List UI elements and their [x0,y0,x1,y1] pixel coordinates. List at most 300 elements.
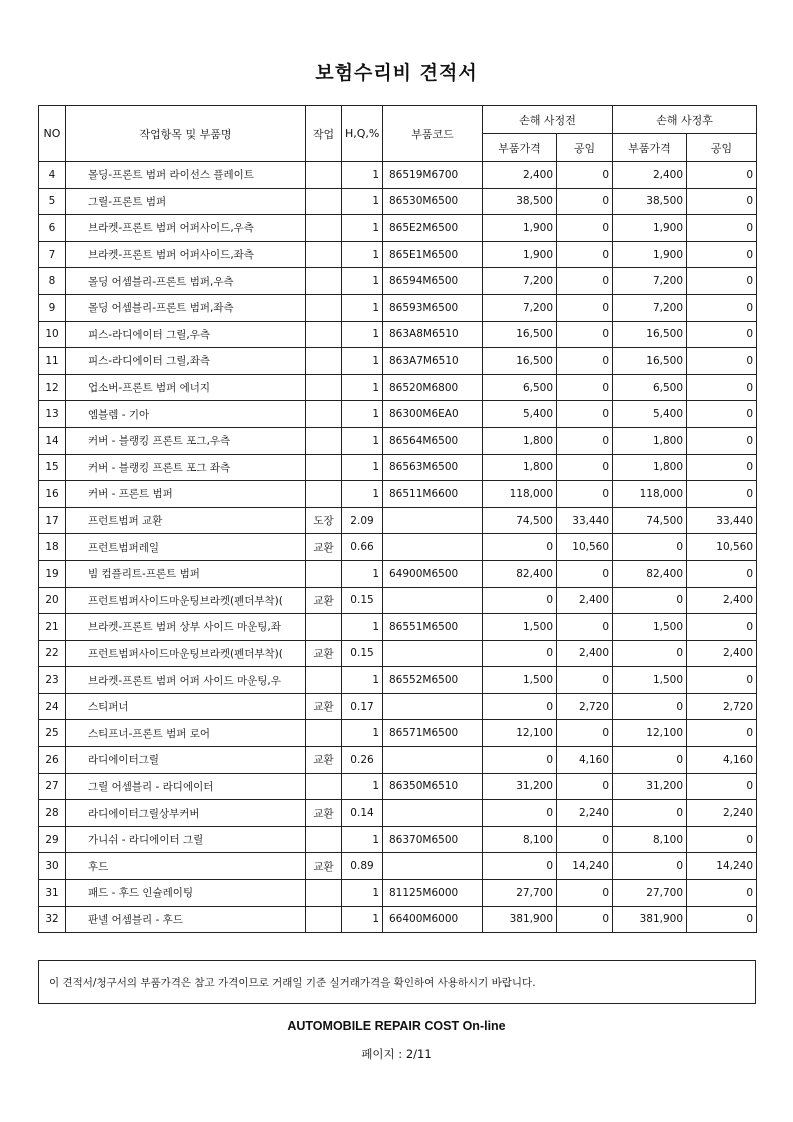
row-part-code: 863A7M6510 [383,348,483,375]
row-work-type [306,215,342,242]
row-labor-after: 0 [687,374,757,401]
row-price-after: 1,500 [613,667,687,694]
row-no: 6 [39,215,66,242]
row-hq: 1 [342,401,383,428]
row-hq: 1 [342,906,383,933]
row-price-after: 38,500 [613,188,687,215]
table-row [39,374,757,401]
row-labor-after: 0 [687,773,757,800]
row-labor-after: 0 [687,162,757,189]
row-price-before: 1,800 [483,454,557,481]
table-row [39,481,757,508]
row-price-before: 27,700 [483,880,557,907]
row-part-code: 86552M6500 [383,667,483,694]
row-hq: 1 [342,162,383,189]
row-no: 17 [39,507,66,534]
header-price-after: 부품가격 [613,134,687,162]
row-hq: 1 [342,481,383,508]
row-work-type: 교환 [306,534,342,561]
row-hq: 1 [342,241,383,268]
row-item-name: 브라켓-프론트 범퍼 어퍼사이드,우측 [66,215,306,242]
row-price-before: 0 [483,534,557,561]
row-work-type [306,720,342,747]
row-part-code: 86370M6500 [383,826,483,853]
row-work-type: 교환 [306,747,342,774]
table-row [39,188,757,215]
row-no: 28 [39,800,66,827]
row-work-type [306,321,342,348]
header-labor-after: 공임 [687,134,757,162]
row-part-code: 86519M6700 [383,162,483,189]
row-labor-before: 0 [557,348,613,375]
header-price-before: 부품가격 [483,134,557,162]
row-price-before: 12,100 [483,720,557,747]
row-labor-after: 0 [687,880,757,907]
row-item-name: 프런트범퍼 교환 [66,507,306,534]
row-hq: 1 [342,188,383,215]
row-work-type: 교환 [306,853,342,880]
row-no: 25 [39,720,66,747]
row-no: 10 [39,321,66,348]
row-no: 22 [39,640,66,667]
row-price-before: 0 [483,853,557,880]
row-price-before: 6,500 [483,374,557,401]
row-part-code: 86520M6800 [383,374,483,401]
row-price-after: 0 [613,853,687,880]
row-item-name: 브라켓-프론트 범퍼 어퍼사이드,좌측 [66,241,306,268]
row-labor-before: 0 [557,162,613,189]
table-row [39,640,757,667]
row-no: 18 [39,534,66,561]
row-no: 8 [39,268,66,295]
row-work-type [306,880,342,907]
row-item-name: 프런트범퍼사이드마운팅브라켓(펜더부착)( [66,640,306,667]
table-row [39,348,757,375]
row-price-after: 0 [613,534,687,561]
row-item-name: 프런트범퍼사이드마운팅브라켓(펜더부착)( [66,587,306,614]
row-labor-after: 0 [687,321,757,348]
row-price-before: 1,800 [483,427,557,454]
row-price-after: 5,400 [613,401,687,428]
table-row [39,560,757,587]
row-price-after: 6,500 [613,374,687,401]
row-work-type [306,294,342,321]
row-labor-before: 0 [557,241,613,268]
row-hq: 1 [342,454,383,481]
row-item-name: 브라켓-프론트 범퍼 어퍼 사이드 마운팅,우 [66,667,306,694]
row-price-after: 12,100 [613,720,687,747]
row-work-type: 교환 [306,640,342,667]
row-labor-after: 10,560 [687,534,757,561]
table-row [39,693,757,720]
row-price-after: 82,400 [613,560,687,587]
row-labor-before: 0 [557,215,613,242]
table-row [39,241,757,268]
row-labor-after: 0 [687,906,757,933]
header-labor-before: 공임 [557,134,613,162]
row-part-code [383,507,483,534]
row-part-code [383,534,483,561]
row-hq: 1 [342,826,383,853]
table-row [39,215,757,242]
page-number: 페이지 : 2/11 [361,1047,432,1061]
row-part-code: 863A8M6510 [383,321,483,348]
row-item-name: 엠블렘 - 기아 [66,401,306,428]
table-row [39,667,757,694]
row-price-before: 0 [483,587,557,614]
row-part-code: 86594M6500 [383,268,483,295]
row-no: 27 [39,773,66,800]
row-item-name: 몰딩 어셈블리-프론트 범퍼,좌측 [66,294,306,321]
row-work-type [306,162,342,189]
row-labor-before: 0 [557,401,613,428]
row-price-after: 381,900 [613,906,687,933]
row-hq: 0.15 [342,640,383,667]
row-price-after: 74,500 [613,507,687,534]
row-work-type [306,427,342,454]
row-no: 32 [39,906,66,933]
row-price-after: 0 [613,800,687,827]
row-labor-before: 4,160 [557,747,613,774]
row-labor-after: 0 [687,826,757,853]
estimate-table [38,105,757,933]
row-labor-after: 0 [687,720,757,747]
row-labor-after: 0 [687,560,757,587]
row-part-code: 81125M6000 [383,880,483,907]
table-row [39,800,757,827]
row-no: 15 [39,454,66,481]
row-work-type [306,614,342,641]
row-part-code: 865E1M6500 [383,241,483,268]
row-work-type [306,188,342,215]
table-row [39,773,757,800]
row-labor-after: 0 [687,454,757,481]
row-hq: 1 [342,560,383,587]
row-hq: 0.66 [342,534,383,561]
row-labor-before: 0 [557,720,613,747]
row-labor-after: 0 [687,614,757,641]
row-work-type: 교환 [306,693,342,720]
row-hq: 1 [342,720,383,747]
row-price-after: 0 [613,587,687,614]
table-row [39,534,757,561]
row-work-type [306,667,342,694]
row-price-before: 381,900 [483,906,557,933]
row-labor-after: 2,400 [687,640,757,667]
row-item-name: 스티프너-프론트 범퍼 로어 [66,720,306,747]
row-price-before: 16,500 [483,348,557,375]
row-hq: 0.15 [342,587,383,614]
row-price-before: 2,400 [483,162,557,189]
row-work-type [306,773,342,800]
row-price-before: 0 [483,747,557,774]
row-price-after: 31,200 [613,773,687,800]
row-price-after: 27,700 [613,880,687,907]
row-no: 13 [39,401,66,428]
footer-brand: AUTOMOBILE REPAIR COST On-line [287,1019,506,1033]
row-labor-before: 0 [557,268,613,295]
row-labor-after: 0 [687,215,757,242]
row-hq: 1 [342,614,383,641]
row-labor-after: 0 [687,188,757,215]
row-labor-before: 2,240 [557,800,613,827]
table-row [39,826,757,853]
row-hq: 0.17 [342,693,383,720]
row-item-name: 프런트범퍼레일 [66,534,306,561]
row-part-code: 86300M6EA0 [383,401,483,428]
row-item-name: 가니쉬 - 라디에이터 그릴 [66,826,306,853]
row-price-before: 31,200 [483,773,557,800]
row-part-code: 86571M6500 [383,720,483,747]
row-price-before: 5,400 [483,401,557,428]
row-labor-before: 0 [557,454,613,481]
row-labor-before: 0 [557,481,613,508]
row-labor-before: 0 [557,880,613,907]
table-row [39,454,757,481]
row-labor-after: 2,240 [687,800,757,827]
row-no: 7 [39,241,66,268]
table-row [39,507,757,534]
row-hq: 1 [342,880,383,907]
row-labor-before: 0 [557,427,613,454]
row-work-type: 도장 [306,507,342,534]
row-item-name: 브라켓-프론트 범퍼 상부 사이드 마운팅,좌 [66,614,306,641]
row-work-type [306,401,342,428]
header-no: NO [39,106,66,162]
row-part-code: 86511M6600 [383,481,483,508]
row-work-type [306,268,342,295]
row-price-after: 1,800 [613,454,687,481]
row-hq: 1 [342,773,383,800]
row-labor-before: 0 [557,294,613,321]
row-item-name: 업소버-프론트 범퍼 에너지 [66,374,306,401]
row-labor-after: 14,240 [687,853,757,880]
table-row [39,587,757,614]
row-labor-after: 0 [687,667,757,694]
row-item-name: 피스-라디에이터 그릴,우측 [66,321,306,348]
row-price-after: 0 [613,640,687,667]
row-price-after: 7,200 [613,268,687,295]
row-item-name: 후드 [66,853,306,880]
row-item-name: 판넬 어셈블리 - 후드 [66,906,306,933]
table-row [39,294,757,321]
row-work-type: 교환 [306,587,342,614]
row-work-type [306,348,342,375]
table-row [39,906,757,933]
row-price-before: 82,400 [483,560,557,587]
row-no: 12 [39,374,66,401]
row-no: 14 [39,427,66,454]
row-price-after: 16,500 [613,348,687,375]
row-part-code: 865E2M6500 [383,215,483,242]
row-hq: 1 [342,374,383,401]
row-price-after: 8,100 [613,826,687,853]
table-row [39,880,757,907]
row-price-before: 74,500 [483,507,557,534]
header-before-assessment: 손해 사정전 [483,106,613,134]
row-item-name: 커버 - 블랭킹 프론트 포그 좌측 [66,454,306,481]
row-labor-before: 2,400 [557,587,613,614]
row-no: 11 [39,348,66,375]
row-work-type [306,454,342,481]
row-price-after: 118,000 [613,481,687,508]
row-price-after: 1,900 [613,215,687,242]
row-no: 19 [39,560,66,587]
row-item-name: 커버 - 블랭킹 프론트 포그,우측 [66,427,306,454]
row-price-after: 1,900 [613,241,687,268]
table-row [39,720,757,747]
header-item: 작업항목 및 부품명 [66,106,306,162]
row-item-name: 그릴-프론트 범퍼 [66,188,306,215]
row-hq: 1 [342,348,383,375]
row-labor-after: 0 [687,427,757,454]
row-labor-before: 2,720 [557,693,613,720]
row-labor-after: 2,720 [687,693,757,720]
row-no: 4 [39,162,66,189]
row-labor-after: 4,160 [687,747,757,774]
row-labor-after: 0 [687,241,757,268]
header-part-code: 부품코드 [383,106,483,162]
row-part-code: 86593M6500 [383,294,483,321]
row-labor-before: 0 [557,374,613,401]
row-price-before: 38,500 [483,188,557,215]
row-work-type [306,560,342,587]
row-labor-before: 0 [557,667,613,694]
document-title: 보험수리비 견적서 [315,62,478,84]
row-part-code: 86530M6500 [383,188,483,215]
row-work-type [306,374,342,401]
row-price-after: 16,500 [613,321,687,348]
table-row [39,427,757,454]
row-no: 30 [39,853,66,880]
row-labor-before: 0 [557,826,613,853]
row-item-name: 빔 컴플리트-프론트 범퍼 [66,560,306,587]
table-row [39,853,757,880]
row-no: 20 [39,587,66,614]
row-no: 29 [39,826,66,853]
row-price-before: 1,900 [483,215,557,242]
table-row [39,614,757,641]
row-labor-after: 0 [687,481,757,508]
row-no: 23 [39,667,66,694]
row-no: 31 [39,880,66,907]
row-no: 16 [39,481,66,508]
table-row [39,401,757,428]
row-labor-after: 0 [687,294,757,321]
header-after-assessment: 손해 사정후 [613,106,757,134]
row-part-code [383,693,483,720]
row-hq: 0.26 [342,747,383,774]
row-labor-after: 2,400 [687,587,757,614]
row-price-before: 1,500 [483,614,557,641]
row-hq: 1 [342,294,383,321]
row-part-code: 86350M6510 [383,773,483,800]
row-price-after: 0 [613,747,687,774]
row-hq: 1 [342,427,383,454]
row-labor-before: 0 [557,560,613,587]
row-part-code: 86564M6500 [383,427,483,454]
row-part-code: 64900M6500 [383,560,483,587]
row-no: 24 [39,693,66,720]
row-price-before: 0 [483,693,557,720]
row-price-before: 118,000 [483,481,557,508]
price-notice: 이 견적서/청구서의 부품가격은 참고 가격이므로 거래일 기준 실거래가격을 확인하여 사용하시기 바랍니다. [38,960,756,1004]
row-price-after: 2,400 [613,162,687,189]
row-hq: 1 [342,268,383,295]
table-row [39,321,757,348]
row-price-before: 7,200 [483,294,557,321]
row-hq: 1 [342,321,383,348]
row-part-code [383,640,483,667]
row-labor-before: 14,240 [557,853,613,880]
row-hq: 1 [342,667,383,694]
row-part-code: 86551M6500 [383,614,483,641]
row-price-before: 1,900 [483,241,557,268]
row-item-name: 스티퍼너 [66,693,306,720]
row-work-type [306,241,342,268]
row-labor-after: 0 [687,401,757,428]
row-item-name: 몰딩-프론트 범퍼 라이선스 플레이트 [66,162,306,189]
row-price-after: 1,800 [613,427,687,454]
row-hq: 0.89 [342,853,383,880]
row-part-code: 86563M6500 [383,454,483,481]
row-price-before: 7,200 [483,268,557,295]
table-row [39,268,757,295]
row-labor-before: 0 [557,614,613,641]
row-no: 5 [39,188,66,215]
row-item-name: 라디에이터그릴 [66,747,306,774]
row-no: 9 [39,294,66,321]
table-row [39,162,757,189]
row-item-name: 몰딩 어셈블리-프론트 범퍼,우측 [66,268,306,295]
row-labor-before: 2,400 [557,640,613,667]
row-price-after: 7,200 [613,294,687,321]
row-no: 26 [39,747,66,774]
row-labor-before: 10,560 [557,534,613,561]
row-no: 21 [39,614,66,641]
row-work-type [306,826,342,853]
row-part-code [383,853,483,880]
row-item-name: 커버 - 프론트 범퍼 [66,481,306,508]
row-price-after: 0 [613,693,687,720]
row-part-code [383,587,483,614]
row-item-name: 피스-라디에이터 그릴,좌측 [66,348,306,375]
row-work-type [306,481,342,508]
row-labor-after: 0 [687,268,757,295]
row-price-before: 0 [483,800,557,827]
row-item-name: 라디에이터그릴상부커버 [66,800,306,827]
row-labor-after: 33,440 [687,507,757,534]
row-part-code [383,800,483,827]
row-labor-after: 0 [687,348,757,375]
row-hq: 2.09 [342,507,383,534]
row-price-before: 0 [483,640,557,667]
row-part-code: 66400M6000 [383,906,483,933]
row-labor-before: 0 [557,906,613,933]
row-labor-before: 33,440 [557,507,613,534]
row-price-before: 8,100 [483,826,557,853]
table-row [39,747,757,774]
row-price-after: 1,500 [613,614,687,641]
row-hq: 1 [342,215,383,242]
header-work: 작업 [306,106,342,162]
row-item-name: 패드 - 후드 인슐레이팅 [66,880,306,907]
header-hq: H,Q,% [342,106,383,162]
row-hq: 0.14 [342,800,383,827]
row-work-type: 교환 [306,800,342,827]
row-price-before: 16,500 [483,321,557,348]
row-work-type [306,906,342,933]
